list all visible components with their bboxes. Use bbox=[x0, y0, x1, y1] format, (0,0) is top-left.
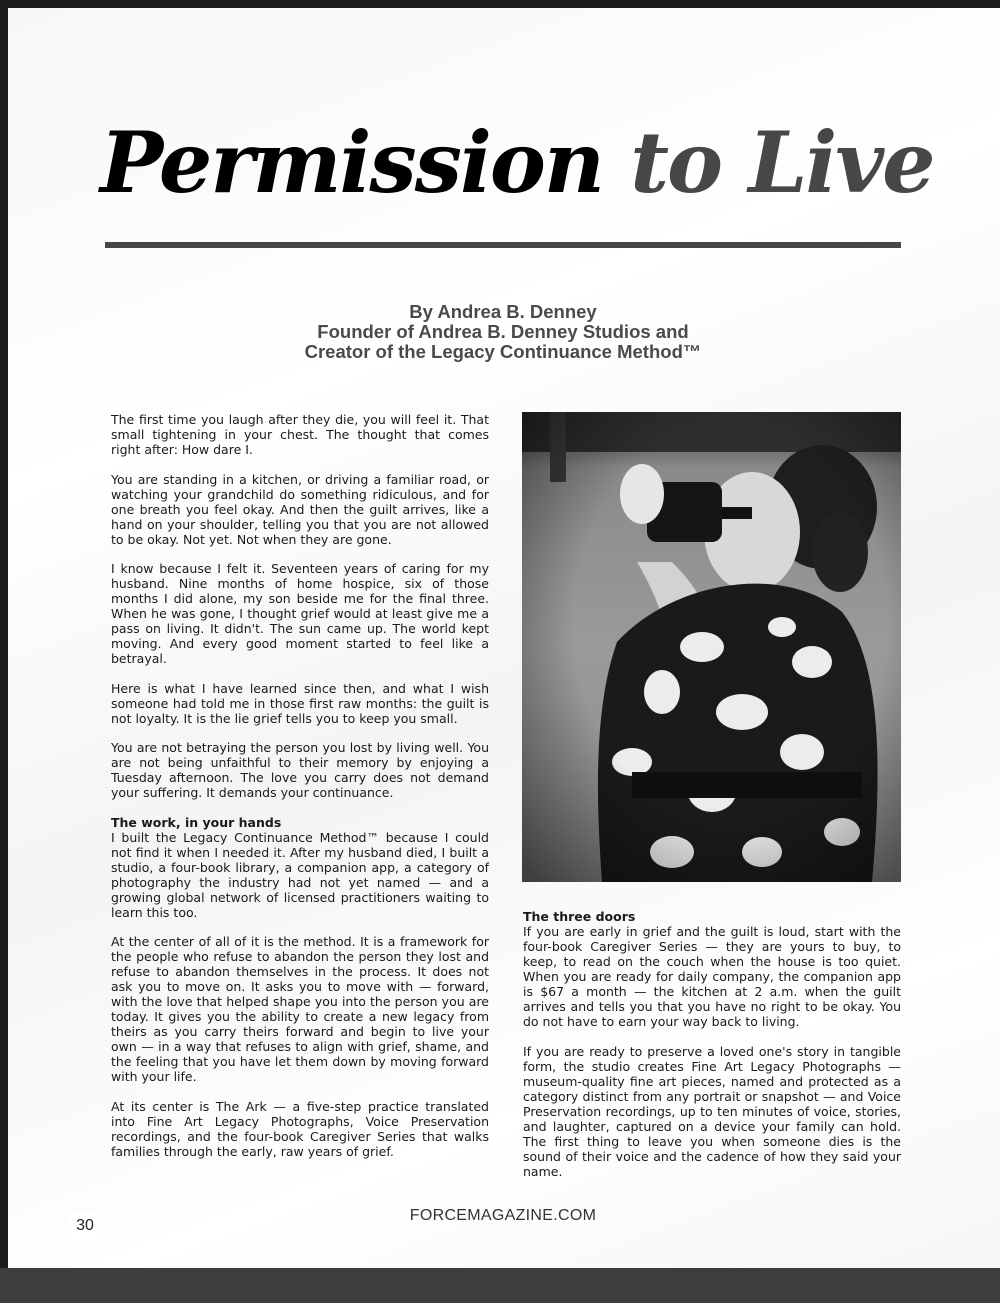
page-number: 30 bbox=[68, 1212, 102, 1240]
byline bbox=[160, 302, 846, 362]
title-part-1: Permission bbox=[100, 113, 603, 212]
footer-website: FORCEMAGAZINE.COM bbox=[409, 1207, 597, 1224]
byline-role-2: Creator of the Legacy Continuance Method™ bbox=[304, 341, 702, 362]
author-photo bbox=[522, 412, 901, 882]
paragraph-1: The first time you laugh after they die, you will feel it. That small tightening in your chest. The thought that comes right after: How dare I. bbox=[111, 412, 489, 457]
article-title bbox=[100, 108, 934, 218]
section-heading-work: The work, in your hands bbox=[111, 814, 282, 830]
paragraph-5: You are not betraying the person you lost by living well. You are not being unfaithful to their memory by enjoying a Tuesday afternoon. The love you carry does not demand your suffering. It demands your continuance. bbox=[111, 740, 489, 800]
paragraph-2: You are standing in a kitchen, or driving a familiar road, or watching your grandchild do something ridiculous, and for one breath you feel okay. And then the guilt arrives, like a hand on your shoulder, telling you that you are not allowed to be okay. Not yet. Not when they are gone. bbox=[111, 471, 489, 547]
section-heading-doors: The three doors bbox=[523, 909, 636, 924]
paragraph-7: At the center of all of it is the method. It is a framework for the people who refuse to abandon the person they lost and refuse to abandon themselves in the process. It does not ask you to move on. It asks you to move with — forward, with the love that helped shape you into the person you are today. It gives you the ability to create a new legacy from theirs as you carry theirs forward and begin to live your own — in a way that refuses to align with grief, shame, and the feeling that you have let them down by moving forward with your life. bbox=[111, 934, 489, 1084]
byline-role-1: Founder of Andrea B. Denney Studios and bbox=[317, 321, 689, 342]
paragraph-6: I built the Legacy Continuance Method™ because I could not find it when I needed it. After my husband died, I built a studio, a four-book library, a companion app, a category of photography the industry had not yet named — and a growing global network of licensed practitioners waiting to learn this too. bbox=[111, 829, 489, 920]
right-column bbox=[523, 909, 901, 1193]
byline-author: By Andrea B. Denney bbox=[409, 301, 597, 322]
title-part-2: to Live bbox=[630, 113, 934, 212]
paragraph-8: At its center is The Ark — a five-step practice translated into Fine Art Legacy Photographs, Voice Preservation recordings, and the four-book Caregiver Series that walks families through the early, raw years of grief. bbox=[111, 1098, 489, 1159]
section-work bbox=[111, 815, 489, 920]
left-column bbox=[111, 412, 489, 1173]
paragraph-3: I know because I felt it. Seventeen years of caring for my husband. Nine months of home hospice, six of those months I did alone, my son beside me for the final three. When he was gone, I thought grief would at least give me a pass on living. It didn't. The sun came up. The world kept moving. And every good moment started to feel like a betrayal. bbox=[111, 561, 489, 666]
title-rule bbox=[105, 242, 901, 248]
paragraph-4: Here is what I have learned since then, and what I wish someone had told me in those first raw months: the guilt is not loyalty. It is the lie grief tells you to keep you small. bbox=[111, 680, 489, 726]
photo-illustration bbox=[522, 412, 901, 882]
section-doors bbox=[523, 909, 901, 1029]
paragraph-10: If you are ready to preserve a loved one's story in tangible form, the studio creates Fine Art Legacy Photographs — museum-quality fine art pieces, named and protected as a category distinct from any portrait or snapshot — and Voice Preservation recordings, up to ten minutes of voice, stories, and laughter, captured on a device your family can hold. The first thing to leave you when someone dies is the sound of their voice and the cadence of how they said your name. bbox=[523, 1043, 901, 1179]
paragraph-9: If you are early in grief and the guilt is loud, start with the four-book Caregiver Series — they are yours to buy, to keep, to read on the couch when the house is too quiet. When you are ready for daily company, the companion app is $67 a month — the kitchen at 2 a.m. when the guilt arrives and tells you that you have no right to be okay. You do not have to earn your way back to living. bbox=[523, 924, 901, 1029]
bottom-band bbox=[0, 1268, 1000, 1303]
